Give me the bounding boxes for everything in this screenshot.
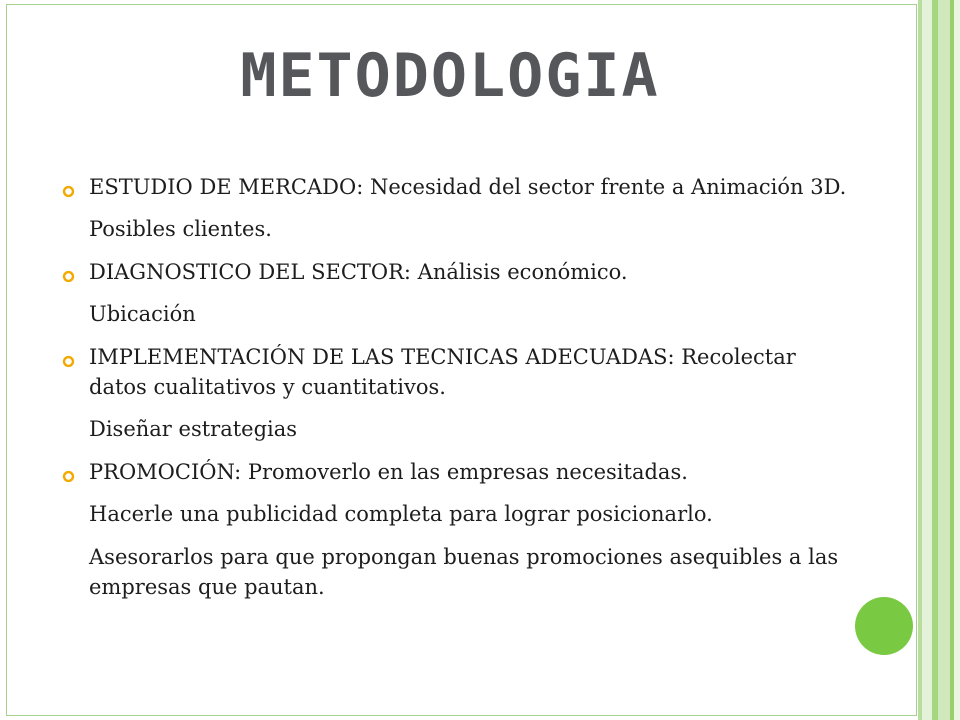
ring-bullet-icon xyxy=(62,185,75,198)
list-item-text: Posibles clientes. xyxy=(89,217,272,241)
stripe xyxy=(938,0,950,720)
list-item-continuation xyxy=(62,499,852,529)
stripe xyxy=(922,0,932,720)
list-item-text: PROMOCIÓN: Promoverlo en las empresas necesitadas. xyxy=(89,460,688,484)
list-item-bullet xyxy=(62,172,852,202)
list-item-text: Hacerle una publicidad completa para lograr posicionarlo. xyxy=(89,502,713,526)
decorative-circle xyxy=(855,597,913,655)
list-item-text: DIAGNOSTICO DEL SECTOR: Análisis económico. xyxy=(89,260,628,284)
decorative-stripe-band xyxy=(918,0,960,720)
list-item-continuation xyxy=(62,542,852,602)
list-item-continuation xyxy=(62,414,852,444)
list-item-continuation xyxy=(62,214,852,244)
list-item-bullet xyxy=(62,342,852,402)
list-item-text: Ubicación xyxy=(89,302,196,326)
list-item-text: ESTUDIO DE MERCADO: Necesidad del sector frente a Animación 3D. xyxy=(89,175,847,199)
slide-title: METODOLOGIA xyxy=(240,41,660,111)
ring-bullet-icon xyxy=(62,355,75,368)
list-item-bullet xyxy=(62,257,852,287)
stripe xyxy=(954,0,960,720)
list-item-continuation xyxy=(62,299,852,329)
ring-bullet-icon xyxy=(62,270,75,283)
list-item-text: Asesorarlos para que propongan buenas promociones asequibles a las empresas que pautan. xyxy=(89,545,839,599)
list-item-text: IMPLEMENTACIÓN DE LAS TECNICAS ADECUADAS: Recolectar datos cualitativos y cuantitativos. xyxy=(89,345,796,399)
list-item-text: Diseñar estrategias xyxy=(89,417,298,441)
bullet-list xyxy=(62,172,852,615)
ring-bullet-icon xyxy=(62,470,75,483)
list-item-bullet xyxy=(62,457,852,487)
